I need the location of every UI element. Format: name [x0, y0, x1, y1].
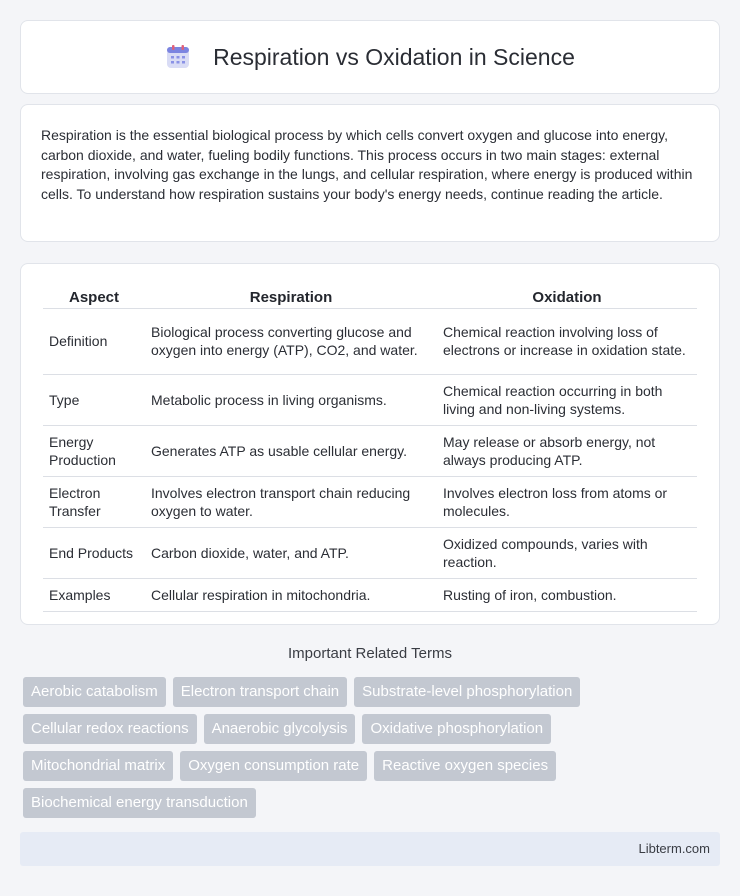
- table-cell: Rusting of iron, combustion.: [437, 578, 697, 611]
- comparison-table: [43, 282, 697, 612]
- table-row: [43, 527, 697, 578]
- tag-cellular-redox-reactions[interactable]: Cellular redox reactions: [23, 714, 197, 744]
- column-header-aspect: Aspect: [43, 282, 145, 308]
- table-row: [43, 374, 697, 425]
- table-cell: Energy Production: [43, 425, 145, 476]
- table-header-row: [43, 282, 697, 308]
- tag-oxidative-phosphorylation[interactable]: Oxidative phosphorylation: [362, 714, 551, 744]
- page-title: Respiration vs Oxidation in Science: [213, 43, 575, 70]
- tag-mitochondrial-matrix[interactable]: Mitochondrial matrix: [23, 751, 173, 781]
- header-card: [20, 20, 720, 94]
- tag-biochemical-energy-transduction[interactable]: Biochemical energy transduction: [23, 788, 256, 818]
- footer-site-link[interactable]: Libterm.com: [638, 841, 710, 856]
- table-row: [43, 578, 697, 611]
- tag-row: [23, 788, 723, 818]
- table-cell: Generates ATP as usable cellular energy.: [145, 425, 437, 476]
- table-cell: Chemical reaction involving loss of electrons or increase in oxidation state.: [437, 308, 697, 374]
- table-cell: Definition: [43, 308, 145, 374]
- calendar-icon: [165, 44, 191, 70]
- column-header-respiration: Respiration: [145, 282, 437, 308]
- comparison-table-card: [20, 263, 720, 625]
- column-header-oxidation: Oxidation: [437, 282, 697, 308]
- intro-card: [20, 104, 720, 242]
- tag-row: [23, 677, 723, 707]
- intro-text: Respiration is the essential biological process by which cells convert oxygen and glucose into energy, carbon dioxide, and water, fueling bodily functions. This process occurs in two main stages: external respiration, involving gas exchange in the lungs, and cellular respiration, where energy is produced within cells. To understand how respiration sustains your body's energy needs, continue reading the article.: [41, 127, 693, 202]
- table-cell: Involves electron transport chain reducing oxygen to water.: [145, 476, 437, 527]
- tag-reactive-oxygen-species[interactable]: Reactive oxygen species: [374, 751, 556, 781]
- table-cell: Chemical reaction occurring in both living and non-living systems.: [437, 374, 697, 425]
- table-cell: End Products: [43, 527, 145, 578]
- table-cell: Examples: [43, 578, 145, 611]
- tag-substrate-level-phosphorylation[interactable]: Substrate-level phosphorylation: [354, 677, 580, 707]
- table-row: [43, 308, 697, 374]
- tag-oxygen-consumption-rate[interactable]: Oxygen consumption rate: [180, 751, 367, 781]
- tag-aerobic-catabolism[interactable]: Aerobic catabolism: [23, 677, 166, 707]
- table-row: [43, 476, 697, 527]
- table-cell: Carbon dioxide, water, and ATP.: [145, 527, 437, 578]
- tag-electron-transport-chain[interactable]: Electron transport chain: [173, 677, 347, 707]
- related-terms-title: Important Related Terms: [288, 645, 452, 662]
- tag-anaerobic-glycolysis[interactable]: Anaerobic glycolysis: [204, 714, 356, 744]
- table-cell: Involves electron loss from atoms or molecules.: [437, 476, 697, 527]
- table-cell: Metabolic process in living organisms.: [145, 374, 437, 425]
- table-row: [43, 425, 697, 476]
- footer: [20, 832, 720, 866]
- related-terms-list: [23, 677, 723, 825]
- table-cell: Biological process converting glucose and oxygen into energy (ATP), CO2, and water.: [145, 308, 437, 374]
- tag-row: [23, 714, 723, 744]
- table-cell: Oxidized compounds, varies with reaction.: [437, 527, 697, 578]
- table-cell: Cellular respiration in mitochondria.: [145, 578, 437, 611]
- table-cell: Electron Transfer: [43, 476, 145, 527]
- tag-row: [23, 751, 723, 781]
- table-cell: Type: [43, 374, 145, 425]
- table-cell: May release or absorb energy, not always producing ATP.: [437, 425, 697, 476]
